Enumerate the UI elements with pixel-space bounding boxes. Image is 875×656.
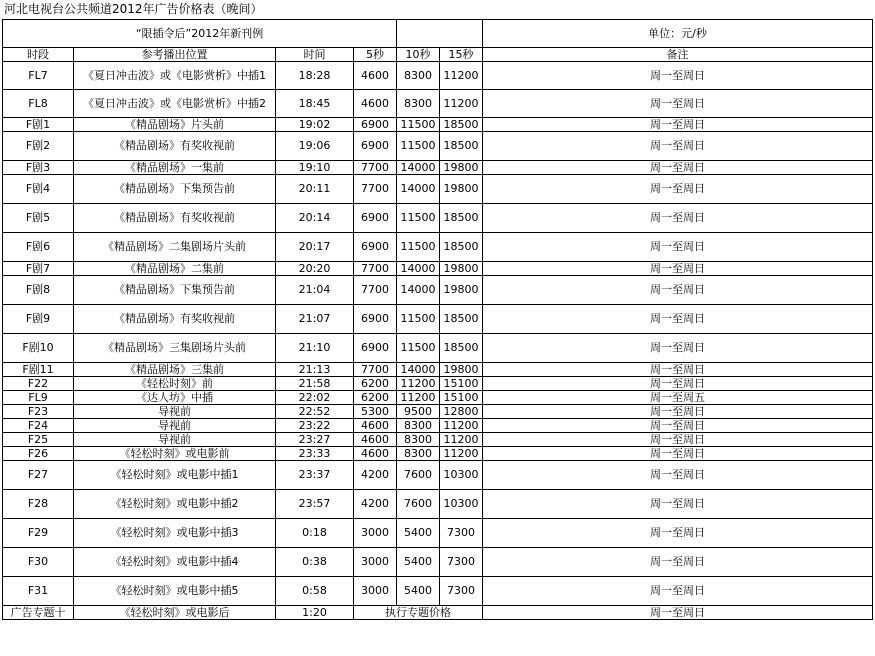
slot-cell: F31 <box>3 577 74 606</box>
price-15s-cell: 7300 <box>440 548 483 577</box>
position-cell: 导视前 <box>74 405 276 419</box>
table-row <box>3 132 873 161</box>
price-10s-cell: 14000 <box>397 161 440 175</box>
subtitle: “限插令后”2012年新刊例 <box>3 20 397 48</box>
time-cell: 0:18 <box>276 519 354 548</box>
time-cell: 23:33 <box>276 447 354 461</box>
slot-cell: F27 <box>3 461 74 490</box>
table-row <box>3 433 873 447</box>
table-row <box>3 419 873 433</box>
slot-cell: F25 <box>3 433 74 447</box>
table-row <box>3 577 873 606</box>
position-cell: 导视前 <box>74 419 276 433</box>
note-cell: 周一至周日 <box>483 519 873 548</box>
table-row <box>3 118 873 132</box>
price-5s-cell: 3000 <box>354 548 397 577</box>
price-10s-cell: 9500 <box>397 405 440 419</box>
price-5s-cell: 3000 <box>354 519 397 548</box>
slot-cell: FL7 <box>3 62 74 90</box>
time-cell: 21:13 <box>276 363 354 377</box>
header-row <box>3 48 873 62</box>
note-cell: 周一至周日 <box>483 132 873 161</box>
time-cell: 20:20 <box>276 262 354 276</box>
price-15s-cell: 18500 <box>440 132 483 161</box>
note-cell: 周一至周日 <box>483 118 873 132</box>
note-cell: 周一至周日 <box>483 204 873 233</box>
price-15s-cell: 11200 <box>440 90 483 118</box>
price-15s-cell: 18500 <box>440 305 483 334</box>
slot-cell: F剧1 <box>3 118 74 132</box>
price-10s-cell: 7600 <box>397 490 440 519</box>
header-note: 备注 <box>483 48 873 62</box>
note-cell: 周一至周日 <box>483 447 873 461</box>
position-cell: 《精品剧场》片头前 <box>74 118 276 132</box>
position-cell: 《精品剧场》三集前 <box>74 363 276 377</box>
price-5s-cell: 5300 <box>354 405 397 419</box>
table-row <box>3 204 873 233</box>
price-15s-cell: 18500 <box>440 334 483 363</box>
price-15s-cell: 7300 <box>440 519 483 548</box>
position-cell: 《夏日冲击波》或《电影赏析》中插1 <box>74 62 276 90</box>
position-cell: 《轻松时刻》前 <box>74 377 276 391</box>
position-cell: 《精品剧场》下集预告前 <box>74 175 276 204</box>
slot-cell: F剧9 <box>3 305 74 334</box>
slot-cell: F30 <box>3 548 74 577</box>
price-cell: 执行专题价格 <box>354 606 483 620</box>
price-5s-cell: 6200 <box>354 391 397 405</box>
time-cell: 23:27 <box>276 433 354 447</box>
table-row <box>3 519 873 548</box>
price-10s-cell: 8300 <box>397 62 440 90</box>
price-10s-cell: 11500 <box>397 204 440 233</box>
note-cell: 周一至周日 <box>483 276 873 305</box>
note-cell: 周一至周日 <box>483 577 873 606</box>
header-5s: 5秒 <box>354 48 397 62</box>
table-row <box>3 363 873 377</box>
slot-cell: F29 <box>3 519 74 548</box>
time-cell: 23:57 <box>276 490 354 519</box>
price-10s-cell: 11500 <box>397 233 440 262</box>
price-10s-cell: 8300 <box>397 433 440 447</box>
table-row <box>3 490 873 519</box>
note-cell: 周一至周五 <box>483 391 873 405</box>
table-row <box>3 62 873 90</box>
header-10s: 10秒 <box>397 48 440 62</box>
time-cell: 21:04 <box>276 276 354 305</box>
slot-cell: F剧8 <box>3 276 74 305</box>
price-10s-cell: 11200 <box>397 377 440 391</box>
time-cell: 21:07 <box>276 305 354 334</box>
price-5s-cell: 6900 <box>354 334 397 363</box>
note-cell: 周一至周日 <box>483 175 873 204</box>
time-cell: 23:22 <box>276 419 354 433</box>
price-5s-cell: 4600 <box>354 90 397 118</box>
position-cell: 《精品剧场》有奖收视前 <box>74 204 276 233</box>
price-10s-cell: 8300 <box>397 419 440 433</box>
slot-cell: F剧7 <box>3 262 74 276</box>
table-row <box>3 377 873 391</box>
slot-cell: F24 <box>3 419 74 433</box>
table-row <box>3 461 873 490</box>
price-15s-cell: 11200 <box>440 419 483 433</box>
time-cell: 23:37 <box>276 461 354 490</box>
price-15s-cell: 18500 <box>440 233 483 262</box>
slot-cell: 广告专题十 <box>3 606 74 620</box>
position-cell: 导视前 <box>74 433 276 447</box>
price-10s-cell: 5400 <box>397 548 440 577</box>
price-10s-cell: 11500 <box>397 305 440 334</box>
price-15s-cell: 10300 <box>440 461 483 490</box>
table-row <box>3 90 873 118</box>
price-15s-cell: 18500 <box>440 118 483 132</box>
price-5s-cell: 4200 <box>354 461 397 490</box>
price-10s-cell: 11500 <box>397 132 440 161</box>
position-cell: 《达人坊》中插 <box>74 391 276 405</box>
price-5s-cell: 7700 <box>354 363 397 377</box>
note-cell: 周一至周日 <box>483 363 873 377</box>
price-15s-cell: 11200 <box>440 62 483 90</box>
price-5s-cell: 7700 <box>354 175 397 204</box>
price-15s-cell: 18500 <box>440 204 483 233</box>
note-cell: 周一至周日 <box>483 305 873 334</box>
time-cell: 18:45 <box>276 90 354 118</box>
table-row <box>3 262 873 276</box>
slot-cell: F剧10 <box>3 334 74 363</box>
note-cell: 周一至周日 <box>483 334 873 363</box>
price-15s-cell: 15100 <box>440 377 483 391</box>
slot-cell: F剧4 <box>3 175 74 204</box>
subtitle-row <box>3 20 873 48</box>
price-15s-cell: 12800 <box>440 405 483 419</box>
price-5s-cell: 7700 <box>354 161 397 175</box>
time-cell: 0:38 <box>276 548 354 577</box>
price-15s-cell: 10300 <box>440 490 483 519</box>
position-cell: 《精品剧场》有奖收视前 <box>74 132 276 161</box>
price-5s-cell: 4600 <box>354 419 397 433</box>
price-5s-cell: 6200 <box>354 377 397 391</box>
price-5s-cell: 3000 <box>354 577 397 606</box>
table-row <box>3 305 873 334</box>
position-cell: 《轻松时刻》或电影中插2 <box>74 490 276 519</box>
time-cell: 21:58 <box>276 377 354 391</box>
slot-cell: F23 <box>3 405 74 419</box>
price-15s-cell: 11200 <box>440 447 483 461</box>
price-5s-cell: 7700 <box>354 262 397 276</box>
price-10s-cell: 11500 <box>397 118 440 132</box>
price-15s-cell: 15100 <box>440 391 483 405</box>
price-10s-cell: 11500 <box>397 334 440 363</box>
price-10s-cell: 11200 <box>397 391 440 405</box>
table-row <box>3 548 873 577</box>
header-time: 时间 <box>276 48 354 62</box>
note-cell: 周一至周日 <box>483 461 873 490</box>
note-cell: 周一至周日 <box>483 606 873 620</box>
price-10s-cell: 5400 <box>397 519 440 548</box>
price-15s-cell: 19800 <box>440 161 483 175</box>
price-5s-cell: 6900 <box>354 132 397 161</box>
price-5s-cell: 4200 <box>354 490 397 519</box>
note-cell: 周一至周日 <box>483 490 873 519</box>
price-5s-cell: 6900 <box>354 305 397 334</box>
slot-cell: F剧2 <box>3 132 74 161</box>
position-cell: 《精品剧场》二集前 <box>74 262 276 276</box>
time-cell: 21:10 <box>276 334 354 363</box>
table-row <box>3 405 873 419</box>
header-15s: 15秒 <box>440 48 483 62</box>
header-slot: 时段 <box>3 48 74 62</box>
price-15s-cell: 19800 <box>440 363 483 377</box>
unit-label: 单位：元/秒 <box>483 20 873 48</box>
price-5s-cell: 4600 <box>354 62 397 90</box>
table-row-special <box>3 606 873 620</box>
price-5s-cell: 4600 <box>354 433 397 447</box>
position-cell: 《轻松时刻》或电影中插3 <box>74 519 276 548</box>
position-cell: 《轻松时刻》或电影中插5 <box>74 577 276 606</box>
note-cell: 周一至周日 <box>483 233 873 262</box>
slot-cell: F剧3 <box>3 161 74 175</box>
price-15s-cell: 7300 <box>440 577 483 606</box>
note-cell: 周一至周日 <box>483 90 873 118</box>
note-cell: 周一至周日 <box>483 405 873 419</box>
position-cell: 《轻松时刻》或电影前 <box>74 447 276 461</box>
note-cell: 周一至周日 <box>483 62 873 90</box>
price-15s-cell: 19800 <box>440 276 483 305</box>
time-cell: 19:10 <box>276 161 354 175</box>
position-cell: 《精品剧场》有奖收视前 <box>74 305 276 334</box>
header-position: 参考播出位置 <box>74 48 276 62</box>
time-cell: 20:14 <box>276 204 354 233</box>
position-cell: 《精品剧场》三集剧场片头前 <box>74 334 276 363</box>
price-15s-cell: 19800 <box>440 262 483 276</box>
position-cell: 《轻松时刻》或电影后 <box>74 606 276 620</box>
price-10s-cell: 7600 <box>397 461 440 490</box>
price-15s-cell: 19800 <box>440 175 483 204</box>
note-cell: 周一至周日 <box>483 419 873 433</box>
table-row <box>3 276 873 305</box>
time-cell: 19:02 <box>276 118 354 132</box>
position-cell: 《夏日冲击波》或《电影赏析》中插2 <box>74 90 276 118</box>
slot-cell: F28 <box>3 490 74 519</box>
price-10s-cell: 14000 <box>397 175 440 204</box>
position-cell: 《轻松时刻》或电影中插4 <box>74 548 276 577</box>
position-cell: 《精品剧场》一集前 <box>74 161 276 175</box>
price-5s-cell: 6900 <box>354 204 397 233</box>
slot-cell: F剧6 <box>3 233 74 262</box>
price-10s-cell: 8300 <box>397 90 440 118</box>
time-cell: 1:20 <box>276 606 354 620</box>
price-5s-cell: 6900 <box>354 233 397 262</box>
price-10s-cell: 14000 <box>397 363 440 377</box>
time-cell: 18:28 <box>276 62 354 90</box>
time-cell: 22:52 <box>276 405 354 419</box>
time-cell: 20:11 <box>276 175 354 204</box>
slot-cell: F26 <box>3 447 74 461</box>
slot-cell: FL9 <box>3 391 74 405</box>
price-10s-cell: 14000 <box>397 276 440 305</box>
note-cell: 周一至周日 <box>483 433 873 447</box>
slot-cell: F剧11 <box>3 363 74 377</box>
price-10s-cell: 14000 <box>397 262 440 276</box>
position-cell: 《轻松时刻》或电影中插1 <box>74 461 276 490</box>
price-10s-cell: 5400 <box>397 577 440 606</box>
table-row <box>3 447 873 461</box>
note-cell: 周一至周日 <box>483 161 873 175</box>
price-10s-cell: 8300 <box>397 447 440 461</box>
slot-cell: F22 <box>3 377 74 391</box>
position-cell: 《精品剧场》二集剧场片头前 <box>74 233 276 262</box>
slot-cell: F剧5 <box>3 204 74 233</box>
note-cell: 周一至周日 <box>483 262 873 276</box>
slot-cell: FL8 <box>3 90 74 118</box>
time-cell: 20:17 <box>276 233 354 262</box>
note-cell: 周一至周日 <box>483 377 873 391</box>
position-cell: 《精品剧场》下集预告前 <box>74 276 276 305</box>
price-15s-cell: 11200 <box>440 433 483 447</box>
time-cell: 19:06 <box>276 132 354 161</box>
table-row <box>3 391 873 405</box>
price-table <box>2 19 873 620</box>
time-cell: 0:58 <box>276 577 354 606</box>
table-row <box>3 161 873 175</box>
table-row <box>3 175 873 204</box>
table-row <box>3 233 873 262</box>
time-cell: 22:02 <box>276 391 354 405</box>
price-5s-cell: 6900 <box>354 118 397 132</box>
price-5s-cell: 4600 <box>354 447 397 461</box>
page-title: 河北电视台公共频道2012年广告价格表（晚间） <box>4 2 263 16</box>
price-5s-cell: 7700 <box>354 276 397 305</box>
note-cell: 周一至周日 <box>483 548 873 577</box>
table-row <box>3 334 873 363</box>
